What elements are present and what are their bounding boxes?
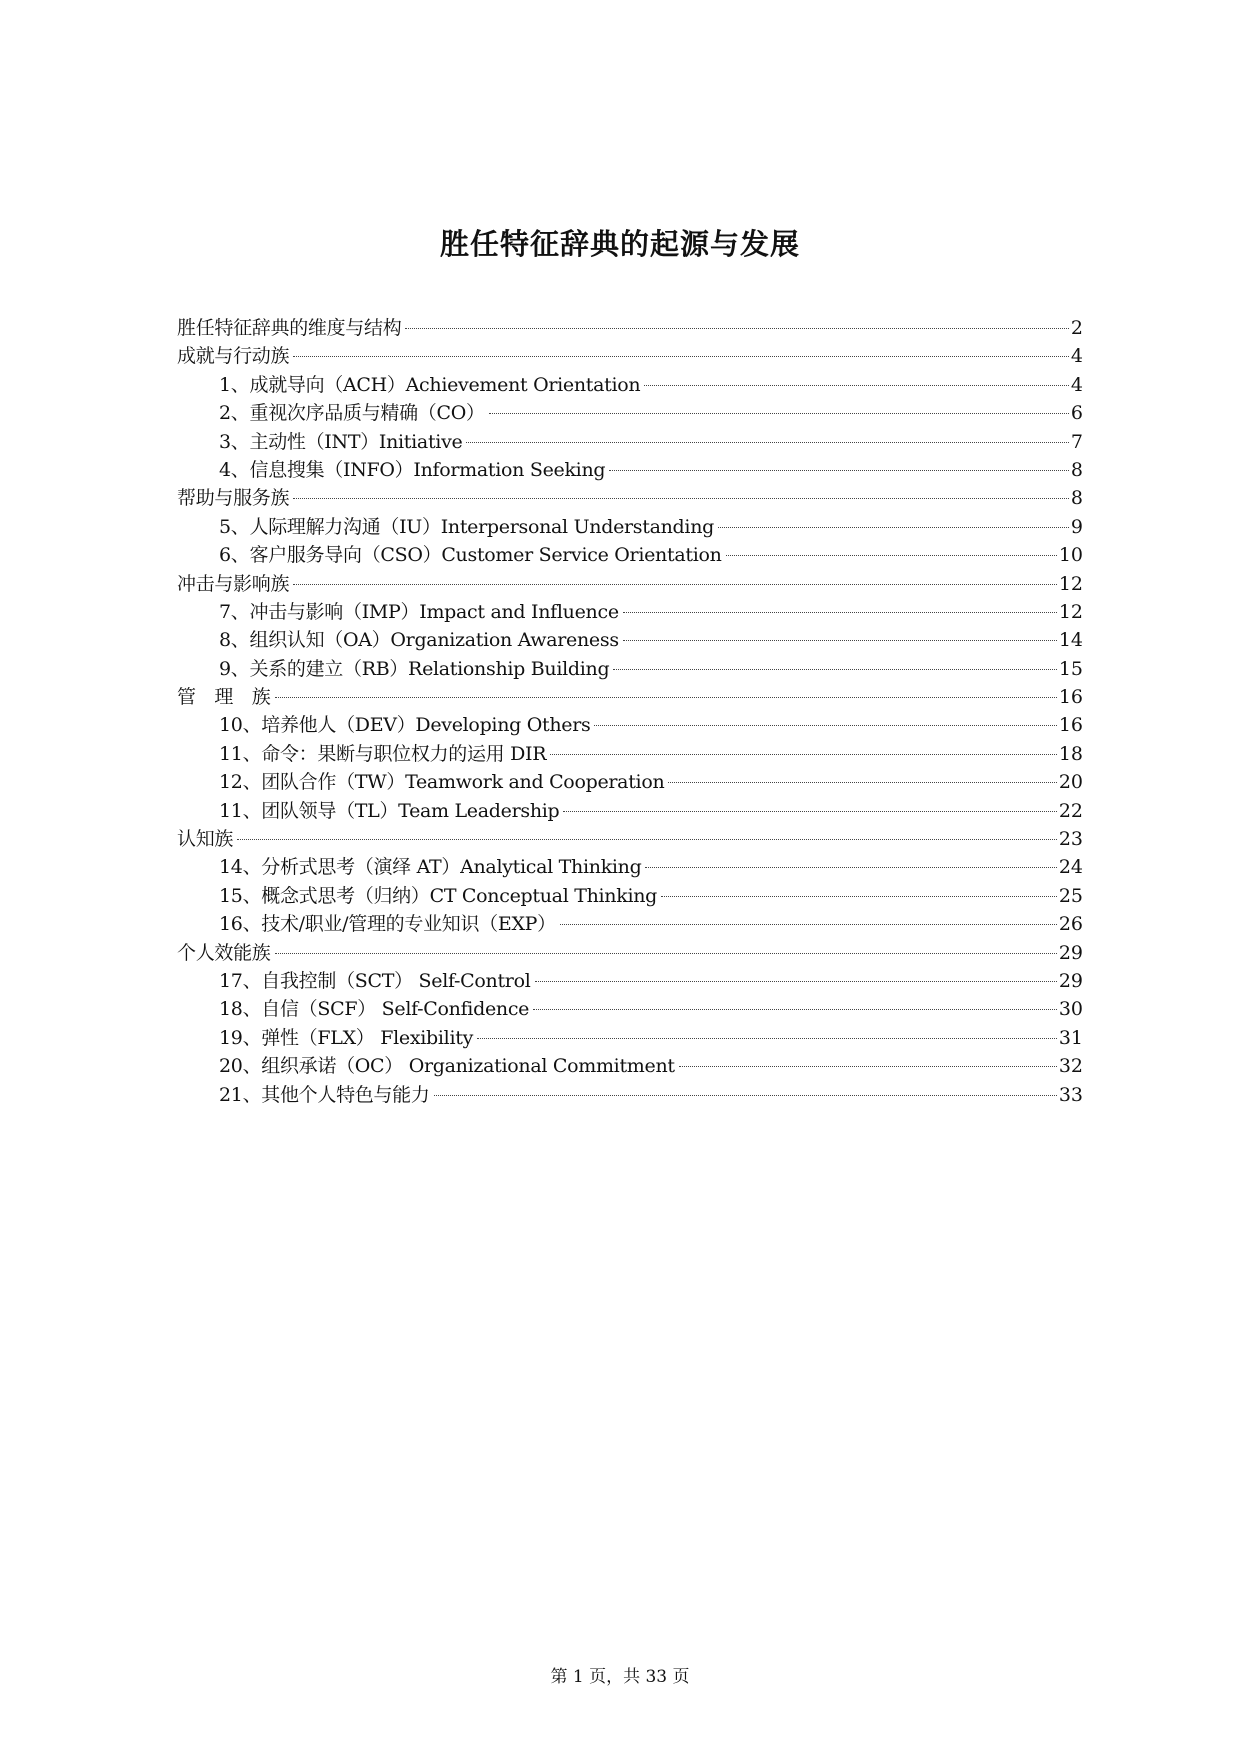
toc-entry-title: 15、概念式思考（归纳）CT Conceptual Thinking xyxy=(219,884,658,907)
toc-page-number: 18 xyxy=(1058,742,1083,765)
toc-page-number: 24 xyxy=(1058,856,1083,879)
toc-entry-title: 1、成就导向（ACH）Achievement Orientation xyxy=(219,373,641,396)
toc-page-number: 2 xyxy=(1070,317,1083,339)
toc-dot-leader xyxy=(668,781,1056,783)
toc-entry[interactable] xyxy=(177,910,1083,938)
toc-dot-leader xyxy=(293,497,1069,499)
toc-entry[interactable] xyxy=(177,939,1083,967)
toc-entry[interactable] xyxy=(177,371,1083,399)
toc-entry[interactable] xyxy=(177,456,1083,484)
toc-dot-leader xyxy=(405,327,1069,329)
toc-entry-title: 5、人际理解力沟通（IU）Interpersonal Understanding xyxy=(219,515,714,538)
toc-dot-leader xyxy=(477,1037,1057,1039)
toc-dot-leader xyxy=(275,952,1057,954)
toc-entry[interactable] xyxy=(177,342,1083,370)
toc-entry-title: 10、培养他人（DEV）Developing Others xyxy=(219,714,591,737)
toc-entry-title: 认知族 xyxy=(177,828,234,851)
toc-entry[interactable] xyxy=(177,513,1083,541)
toc-entry-title: 管 理 族 xyxy=(177,686,271,709)
toc-page-number: 20 xyxy=(1058,771,1083,794)
toc-dot-leader xyxy=(623,639,1057,641)
toc-entry-title: 21、其他个人特色与能力 xyxy=(219,1083,430,1106)
toc-entry-title: 6、客户服务导向（CSO）Customer Service Orientation xyxy=(219,544,722,567)
toc-entry[interactable] xyxy=(177,740,1083,768)
toc-entry-title: 4、信息搜集（INFO）Information Seeking xyxy=(219,458,606,481)
toc-dot-leader xyxy=(275,696,1057,698)
toc-dot-leader xyxy=(293,583,1057,585)
toc-page-number: 30 xyxy=(1058,998,1083,1021)
toc-dot-leader xyxy=(613,668,1056,670)
toc-entry-title: 17、自我控制（SCT） Self-Control xyxy=(219,969,531,992)
document-title: 胜任特征辞典的起源与发展 xyxy=(439,227,800,261)
toc-dot-leader xyxy=(535,980,1057,982)
toc-page-number: 12 xyxy=(1058,600,1083,623)
toc-entry[interactable] xyxy=(177,1024,1083,1052)
toc-entry[interactable] xyxy=(177,626,1083,654)
toc-entry[interactable] xyxy=(177,314,1083,342)
toc-entry[interactable] xyxy=(177,853,1083,881)
toc-dot-leader xyxy=(466,441,1068,443)
toc-dot-leader xyxy=(644,384,1069,386)
toc-entry[interactable] xyxy=(177,967,1083,995)
toc-dot-leader xyxy=(489,412,1069,414)
toc-entry-title: 14、分析式思考（演绎 AT）Analytical Thinking xyxy=(219,856,642,879)
toc-entry-title: 9、关系的建立（RB）Relationship Building xyxy=(219,657,610,680)
toc-dot-leader xyxy=(661,895,1057,897)
toc-dot-leader xyxy=(679,1065,1057,1067)
toc-page-number: 4 xyxy=(1070,345,1083,368)
toc-entry[interactable] xyxy=(177,484,1083,512)
toc-page-number: 14 xyxy=(1058,629,1083,652)
toc-dot-leader xyxy=(726,554,1057,556)
toc-dot-leader xyxy=(533,1008,1057,1010)
toc-page-number: 7 xyxy=(1070,430,1083,453)
toc-page-number: 26 xyxy=(1058,913,1083,936)
toc-entry[interactable] xyxy=(177,541,1083,569)
toc-page-number: 12 xyxy=(1058,572,1083,595)
toc-dot-leader xyxy=(609,469,1069,471)
toc-dot-leader xyxy=(718,526,1069,528)
toc-entry[interactable] xyxy=(177,797,1083,825)
toc-page-number: 16 xyxy=(1058,686,1083,709)
toc-entry[interactable] xyxy=(177,399,1083,427)
toc-dot-leader xyxy=(623,611,1057,613)
toc-page-number: 10 xyxy=(1058,544,1083,567)
toc-entry-title: 20、组织承诺（OC） Organizational Commitment xyxy=(219,1055,675,1078)
toc-entry-title: 19、弹性（FLX） Flexibility xyxy=(219,1026,474,1049)
toc-entry[interactable] xyxy=(177,882,1083,910)
toc-page-number: 16 xyxy=(1058,714,1083,737)
page-footer: 第 1 页，共 33 页 xyxy=(550,1667,690,1687)
toc-dot-leader xyxy=(293,355,1069,357)
toc-page-number: 9 xyxy=(1070,515,1083,538)
toc-page-number: 29 xyxy=(1058,941,1083,964)
toc-dot-leader xyxy=(434,1094,1057,1096)
table-of-contents xyxy=(177,314,1083,1109)
toc-page-number: 32 xyxy=(1058,1055,1083,1078)
toc-entry-title: 7、冲击与影响（IMP）Impact and Influence xyxy=(219,600,619,623)
toc-dot-leader xyxy=(237,838,1057,840)
toc-page-number: 8 xyxy=(1070,458,1083,481)
toc-entry-title: 18、自信（SCF） Self-Confidence xyxy=(219,998,530,1021)
toc-entry-title: 11、命令：果断与职位权力的运用 DIR xyxy=(219,742,547,765)
toc-entry[interactable] xyxy=(177,598,1083,626)
toc-entry-title: 16、技术/职业/管理的专业知识（EXP） xyxy=(219,913,556,936)
toc-entry-title: 冲击与影响族 xyxy=(177,572,290,595)
toc-entry[interactable] xyxy=(177,995,1083,1023)
toc-page-number: 6 xyxy=(1070,402,1083,425)
toc-entry-title: 3、主动性（INT）Initiative xyxy=(219,430,463,453)
toc-page-number: 22 xyxy=(1058,799,1083,822)
toc-entry-title: 12、团队合作（TW）Teamwork and Cooperation xyxy=(219,771,665,794)
toc-page-number: 33 xyxy=(1058,1083,1083,1106)
toc-entry-title: 胜任特征辞典的维度与结构 xyxy=(177,317,402,339)
toc-page-number: 29 xyxy=(1058,969,1083,992)
toc-entry[interactable] xyxy=(177,1081,1083,1109)
toc-dot-leader xyxy=(560,923,1057,925)
toc-dot-leader xyxy=(563,810,1056,812)
toc-entry-title: 11、团队领导（TL）Team Leadership xyxy=(219,799,560,822)
toc-dot-leader xyxy=(645,866,1056,868)
toc-entry-title: 2、重视次序品质与精确（CO） xyxy=(219,402,485,425)
toc-page-number: 8 xyxy=(1070,487,1083,510)
toc-page-number: 31 xyxy=(1058,1026,1083,1049)
toc-entry-title: 成就与行动族 xyxy=(177,345,290,368)
toc-dot-leader xyxy=(550,753,1057,755)
toc-page-number: 23 xyxy=(1058,828,1083,851)
toc-entry[interactable] xyxy=(177,1052,1083,1080)
toc-page-number: 15 xyxy=(1058,657,1083,680)
toc-entry-title: 8、组织认知（OA）Organization Awareness xyxy=(219,629,619,652)
toc-entry[interactable] xyxy=(177,825,1083,853)
toc-page-number: 25 xyxy=(1058,884,1083,907)
toc-entry[interactable] xyxy=(177,570,1083,598)
toc-entry[interactable] xyxy=(177,711,1083,739)
toc-page-number: 4 xyxy=(1070,373,1083,396)
toc-entry[interactable] xyxy=(177,428,1083,456)
toc-entry-title: 帮助与服务族 xyxy=(177,487,290,510)
toc-entry[interactable] xyxy=(177,768,1083,796)
toc-entry[interactable] xyxy=(177,683,1083,711)
toc-dot-leader xyxy=(594,724,1056,726)
toc-entry-title: 个人效能族 xyxy=(177,941,271,964)
toc-entry[interactable] xyxy=(177,655,1083,683)
